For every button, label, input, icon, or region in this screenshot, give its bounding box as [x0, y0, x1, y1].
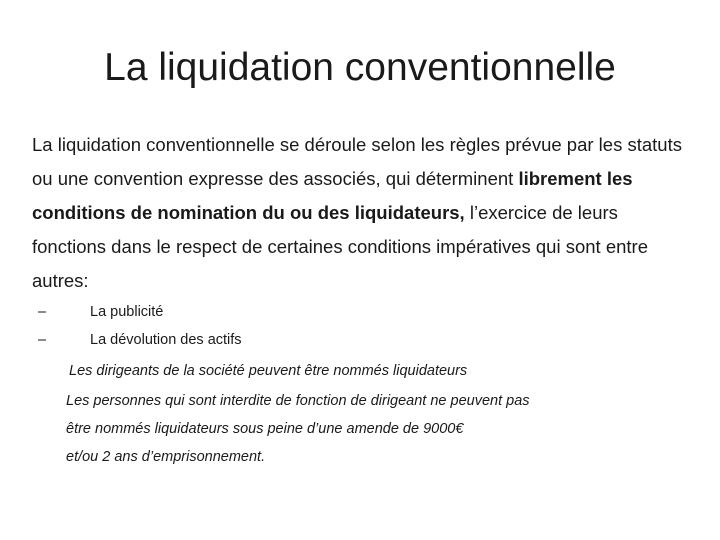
- bullet-dash: –: [38, 332, 47, 348]
- bullet-dash: –: [38, 304, 47, 320]
- body-paragraph: [32, 128, 692, 298]
- body-text-bold: librement les conditions de nomination du ou des liquidateurs,: [32, 168, 633, 223]
- bullet-text: La publicité: [90, 304, 164, 320]
- body-text-part2: l’exercice de leurs fonctions dans le respect de certaines conditions impératives qui sont entre autres:: [32, 202, 648, 291]
- note-interdiction: [66, 387, 686, 471]
- note-line: être nommés liquidateurs sous peine d’une amende de 9000€: [66, 421, 464, 437]
- body-text-part1: La liquidation conventionnelle se déroule selon les règles prévue par les statuts ou une convention expresse des associés, qui déterminent: [32, 134, 682, 189]
- bullet-item: [38, 298, 678, 326]
- note-line: Les personnes qui sont interdite de fonction de dirigeant ne peuvent pas: [66, 393, 530, 409]
- bullet-text: La dévolution des actifs: [90, 332, 242, 348]
- bullet-item: [38, 326, 678, 354]
- bullet-list: [38, 298, 678, 354]
- note-line: et/ou 2 ans d’emprisonnement.: [66, 449, 266, 465]
- slide-title: La liquidation conventionnelle: [104, 46, 616, 89]
- note-dirigeants: Les dirigeants de la société peuvent être nommés liquidateurs: [69, 363, 468, 379]
